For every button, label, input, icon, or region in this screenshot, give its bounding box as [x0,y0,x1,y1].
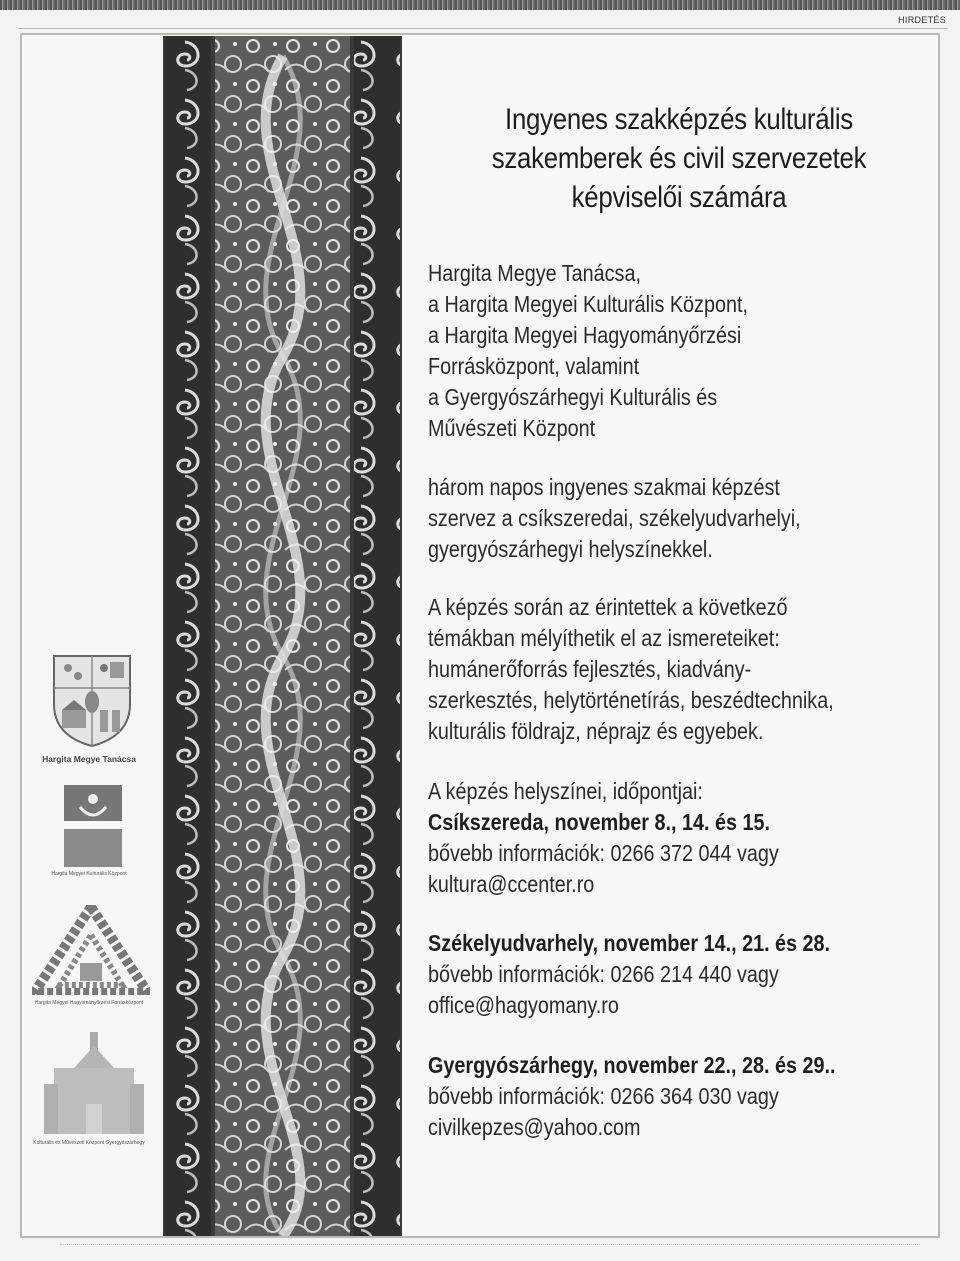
county-crest-icon [50,652,134,748]
heritage-center-logo-icon [32,905,150,995]
schedule-csikszereda [428,776,875,900]
szarhegy-center-caption: Kulturális és Művészeti Központ Gyergyószárhegy [33,1140,145,1146]
location-date: Gyergyószárhegy, november 22., 28. és 29.. [428,1052,836,1078]
section-label: HIRDETÉS [898,15,946,25]
page-title [460,100,899,217]
title-line: szakemberek és civil szervezetek [491,142,867,175]
intro-line: három napos ingyenes szakmai képzést [428,474,780,500]
location-info: bővebb információk: 0266 364 030 vagy [428,1083,779,1109]
title-line: Ingyenes szakképzés kulturális [505,103,853,136]
organizer-line: a Hargita Megyei Kulturális Központ, [428,291,748,317]
organizer-line: Hargita Megye Tanácsa, [428,260,641,286]
location-info: bővebb információk: 0266 372 044 vagy [428,840,779,866]
topics-line: szerkesztés, helytörténetírás, beszédtechnika, [428,687,834,713]
organizer-line: Forrásközpont, valamint [428,353,640,379]
council-caption: Hargita Megye Tanácsa [42,754,136,764]
organizer-line: a Hargita Megyei Hagyományőrzési [428,322,742,348]
intro-line: gyergyószárhegyi helyszínekkel. [428,536,713,562]
organizer-line: Művészeti Központ [428,415,596,441]
topics-line: kulturális földrajz, néprajz és egyebek. [428,718,764,744]
topics-line: humánerőforrás fejlesztés, kiadvány- [428,656,752,682]
heritage-center-caption: Hargita Megyei Hagyományőrzési Forrásközpont [34,1000,144,1006]
schedule-heading: A képzés helyszínei, időpontjai: [428,778,703,804]
location-email: civilkepzes@yahoo.com [428,1114,641,1140]
header-rule [18,28,948,29]
organizers-block [428,258,875,444]
location-date: Székelyudvarhely, november 14., 21. és 28. [428,930,831,956]
szarhegy-center-logo-icon [44,1028,144,1138]
topics-block [428,592,875,747]
folk-ornament-border [163,36,402,1236]
location-email: kultura@ccenter.ro [428,871,595,897]
location-email: office@hagyomany.ro [428,992,619,1018]
organizer-line: a Gyergyószárhegyi Kulturális és [428,384,718,410]
cultural-center-caption: Hargita Megyei Kulturális Központ [51,871,127,877]
location-date: Csíkszereda, november 8., 14. és 15. [428,809,770,835]
schedule-gyergyoszarhegy [428,1050,875,1143]
top-edge-strip [0,0,960,10]
cultural-center-logo-icon [64,785,122,867]
schedule-szekelyudvarhely [428,928,875,1021]
intro-block [428,472,875,565]
topics-line: témákban mélyíthetik el az ismereteiket: [428,625,780,651]
title-line: képviselői számára [571,181,787,214]
location-info: bővebb információk: 0266 214 440 vagy [428,961,779,987]
intro-line: szervez a csíkszeredai, székelyudvarhelyi, [428,505,801,531]
bottom-rule [60,1244,920,1246]
topics-line: A képzés során az érintettek a következő [428,594,788,620]
